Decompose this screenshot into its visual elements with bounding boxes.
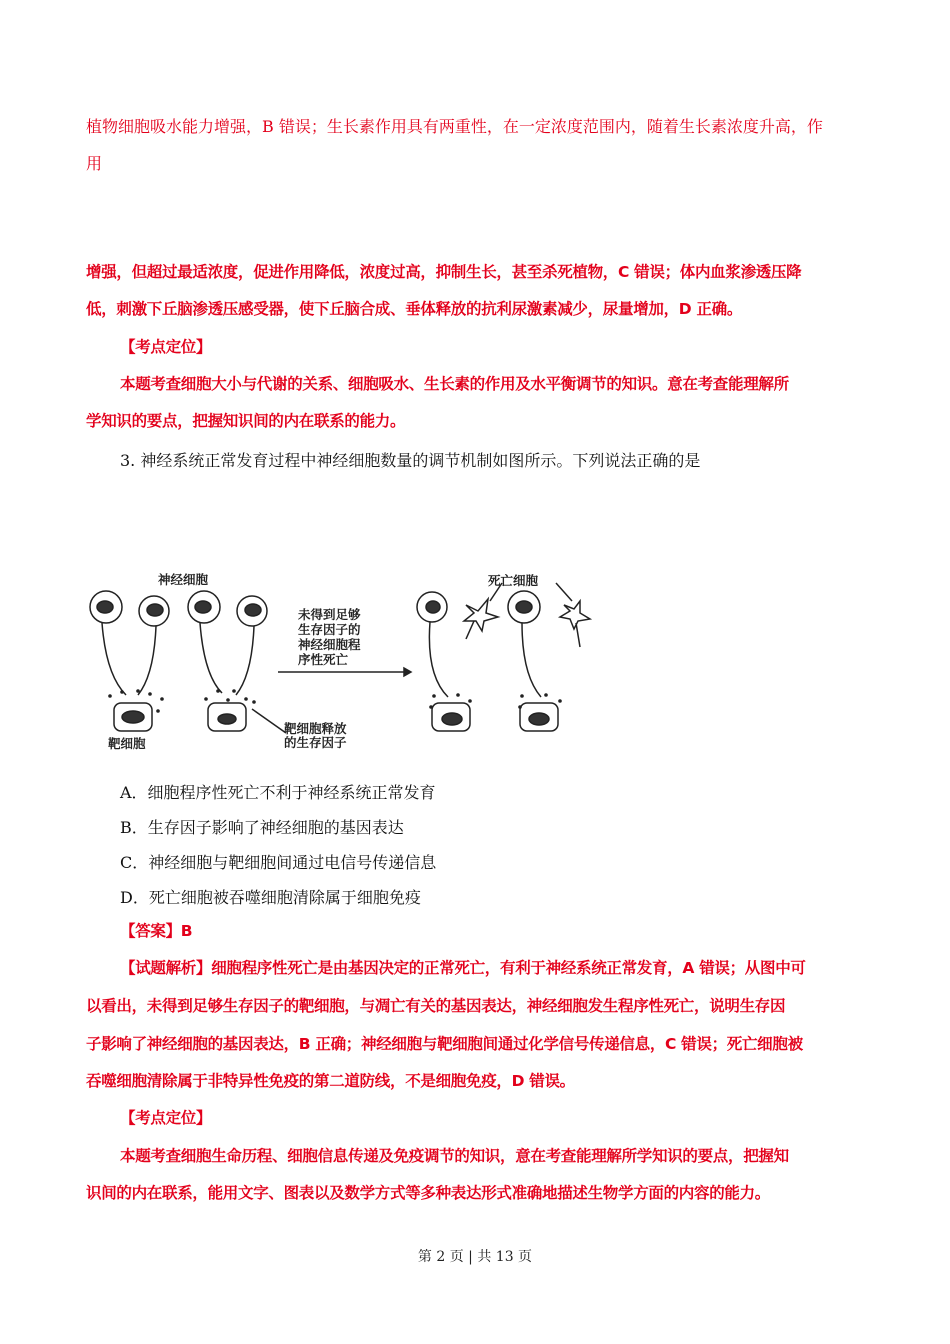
answer-line: 【答案】B	[120, 922, 193, 940]
option-c: C．神经细胞与靶细胞间通过电信号传递信息	[120, 853, 437, 872]
kaodian-heading: 【考点定位】	[120, 338, 212, 356]
option-d: D．死亡细胞被吞噬细胞清除属于细胞免疫	[120, 888, 421, 907]
page-footer: 第 2 页 | 共 13 页	[417, 1249, 533, 1265]
option-b: B．生存因子影响了神经细胞的基因表达	[120, 818, 404, 837]
neuron-cell	[90, 591, 126, 695]
kaodian-text: 识间的内在联系，能用文字、图表以及数学方式等多种表达形式准确地描述生物学方面的内容的能力。	[86, 1184, 771, 1202]
neuron-apoptosis-diagram	[86, 565, 606, 755]
label-survival-factor: 靶细胞释放	[284, 721, 347, 736]
arrow-label: 生存因子的	[298, 622, 361, 637]
option-a: A．细胞程序性死亡不利于神经系统正常发育	[120, 783, 436, 802]
analysis-line: 【试题解析】细胞程序性死亡是由基因决定的正常死亡，有利于神经系统正常发育，A 错误；从图中可	[120, 959, 806, 977]
analysis-line: 植物细胞吸水能力增强，B 错误；生长素作用具有两重性，在一定浓度范围内，随着生长素浓度升高，作	[86, 117, 823, 136]
neuron-cell	[138, 596, 169, 695]
neuron-cell	[236, 596, 267, 695]
analysis-line: 增强，但超过最适浓度，促进作用降低，浓度过高，抑制生长，甚至杀死植物，C 错误；体内血浆渗透压降	[86, 263, 802, 281]
neuron-cell	[188, 591, 222, 693]
arrow-label: 神经细胞程	[298, 637, 361, 652]
question-stem: 3. 神经系统正常发育过程中神经细胞数量的调节机制如图所示。下列说法正确的是	[120, 451, 701, 470]
neuron-cell	[508, 591, 541, 697]
label-neuron: 神经细胞	[158, 572, 209, 587]
label-dead-cell: 死亡细胞	[488, 573, 539, 588]
analysis-line: 吞噬细胞清除属于非特异性免疫的第二道防线，不是细胞免疫，D 错误。	[86, 1072, 575, 1090]
kaodian-text: 本题考查细胞大小与代谢的关系、细胞吸水、生长素的作用及水平衡调节的知识。意在考查能理解所	[120, 375, 789, 393]
analysis-line: 子影响了神经细胞的基因表达，B 正确；神经细胞与靶细胞间通过化学信号传递信息，C 错误；死亡细胞被	[86, 1035, 803, 1053]
neuron-cell	[417, 592, 448, 697]
label-survival-factor: 的生存因子	[284, 735, 347, 750]
label-target-cell: 靶细胞	[108, 736, 146, 751]
dead-cell-icon	[464, 599, 498, 639]
analysis-line: 以看出，未得到足够生存因子的靶细胞，与凋亡有关的基因表达，神经细胞发生程序性死亡，说明生存因	[86, 997, 786, 1015]
analysis-line: 用	[86, 154, 103, 173]
analysis-line: 低，刺激下丘脑渗透压感受器，使下丘脑合成、垂体释放的抗利尿激素减少，尿量增加，D 正确。	[86, 300, 743, 318]
kaodian-text: 学知识的要点，把握知识间的内在联系的能力。	[86, 412, 406, 430]
arrow-label: 未得到足够	[298, 607, 361, 622]
dead-cell-icon	[556, 583, 590, 647]
kaodian-heading: 【考点定位】	[120, 1109, 212, 1127]
kaodian-text: 本题考查细胞生命历程、细胞信息传递及免疫调节的知识，意在考查能理解所学知识的要点，把握知	[120, 1147, 789, 1165]
arrow-label: 序性死亡	[298, 652, 349, 667]
